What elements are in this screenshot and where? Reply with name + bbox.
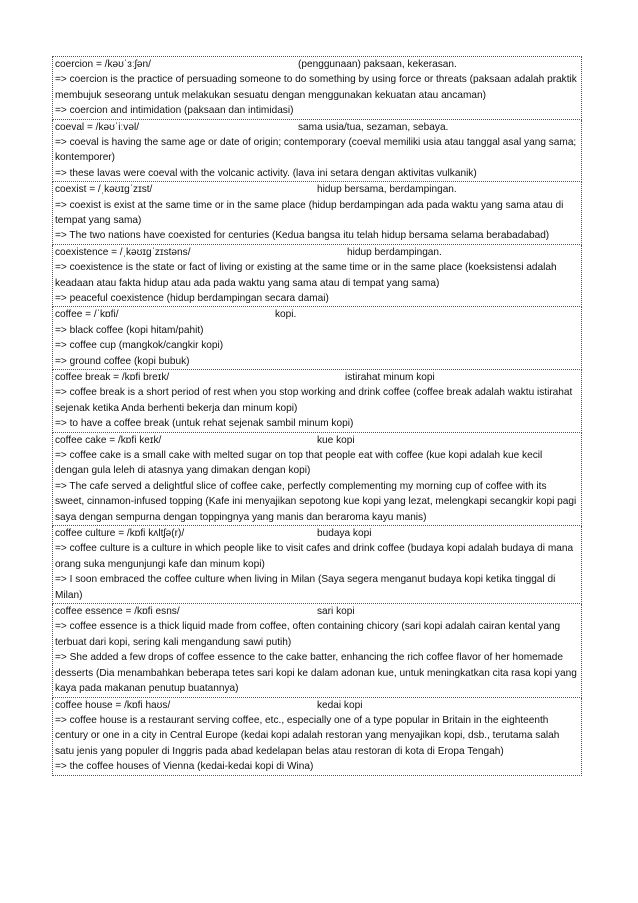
headword-row	[55, 370, 578, 385]
meaning: sama usia/tua, sezaman, sebaya.	[298, 121, 449, 133]
example: => coffee cup (mangkok/cangkir kopi)	[55, 340, 224, 352]
headword: coffee culture = /kɒfi kʌltʃə(r)/	[55, 528, 185, 540]
headword-row	[55, 698, 578, 713]
entry-coeval	[52, 120, 582, 183]
entry-coffee-cake	[52, 433, 582, 526]
headword: coffee = /ˈkɒfi/	[55, 309, 119, 321]
headword: coffee break = /kɒfi breɪk/	[55, 372, 170, 384]
meaning: kopi.	[275, 309, 297, 321]
example: => The cafe served a delightful slice of coffee cake, perfectly complementing my morning cup of coffee with its sweet, cinnamon-infused topping (Kafe ini menyajikan sepotong kue kopi yang lezat, melengkapi secangkir kopi pagi saya dengan sempurna dengan toppingnya yang manis dan beraroma kayu manis)	[55, 480, 577, 523]
meaning: (penggunaan) paksaan, kekerasan.	[298, 59, 457, 70]
definition: => coffee cake is a small cake with melted sugar on top that people eat with coffee (kue kopi adalah kue kecil dengan gula leleh di atasnya yang dimakan dengan kopi)	[55, 450, 543, 477]
example: => ground coffee (kopi bubuk)	[55, 355, 190, 367]
meaning: istirahat minum kopi	[345, 372, 435, 384]
headword: coeval = /kəʊˈiːvəl/	[55, 121, 139, 133]
meaning: kedai kopi	[317, 699, 363, 711]
entry-coercion	[52, 56, 582, 120]
example: => the coffee houses of Vienna (kedai-kedai kopi di Wina)	[55, 761, 314, 773]
headword-row	[55, 120, 578, 135]
entry-coffee-culture	[52, 526, 582, 604]
example: => these lavas were coeval with the volcanic activity. (lava ini setara dengan aktivitas vulkanik)	[55, 167, 477, 179]
entry-coffee-house	[52, 698, 582, 776]
headword: coexistence = /ˌkəʊɪɡˈzɪstəns/	[55, 246, 191, 258]
meaning: sari kopi	[317, 606, 355, 618]
entry-coffee	[52, 307, 582, 370]
definition: => coffee essence is a thick liquid made from coffee, often containing chicory (sari kopi adalah cairan kental yang terbuat dari kopi, sering kali mengandung sawi putih)	[55, 621, 561, 648]
meaning: kue kopi	[317, 434, 355, 446]
headword: coffee cake = /kɒfi keɪk/	[55, 434, 162, 446]
definition: => coexist is exist at the same time or in the same place (hidup berdampingan ada pada waktu yang sama atau di tempat yang sama)	[55, 199, 564, 227]
entry-coexist	[52, 182, 582, 245]
example: => to have a coffee break (untuk rehat sejenak sambil minum kopi)	[55, 418, 354, 430]
headword: coffee house = /kɒfi haʊs/	[55, 699, 171, 711]
headword-row	[55, 182, 578, 197]
entry-coffee-essence	[52, 604, 582, 697]
headword-row	[55, 526, 578, 541]
headword-row	[55, 57, 578, 72]
example: => peaceful coexistence (hidup berdampingan secara damai)	[55, 293, 329, 305]
meaning: hidup berdampingan.	[347, 246, 442, 258]
headword: coffee essence = /kɒfi esns/	[55, 606, 180, 618]
definition: => coffee break is a short period of rest when you stop working and drink coffee (coffee break adalah waktu istirahat sejenak ketika Anda berhenti bekerja dan minum kopi)	[55, 387, 573, 414]
definition: => coffee house is a restaurant serving coffee, etc., especially one of a type popular in Britain in the eighteenth century or one in a city in Central Europe (kedai kopi adalah restoran yang menyajikan kopi, dsb., terutama salah satu jenis yang populer di Inggris pada abad kedelapan belas atau restoran di kota di Eropa Tengah)	[55, 714, 560, 757]
definition: => coercion is the practice of persuading someone to do something by using force or threats (paksaan adalah praktik membujuk seseorang untuk melakukan sesuatu dengan menggunakan kekuatan atau ancaman)	[55, 74, 577, 101]
entry-coexistence	[52, 245, 582, 308]
headword-row	[55, 307, 578, 322]
example: => She added a few drops of coffee essence to the cake batter, enhancing the rich coffee flavor of her homemade desserts (Dia menambahkan beberapa tetes sari kopi ke dalam adonan kue, untuk meningkatkan cita rasa kopi yang kaya pada makanan penutup buatannya)	[55, 652, 577, 695]
headword-row	[55, 245, 578, 260]
meaning: budaya kopi	[317, 528, 372, 540]
example: => The two nations have coexisted for centuries (Kedua bangsa itu telah hidup bersama selama berabadabad)	[55, 230, 550, 242]
headword-row	[55, 433, 578, 448]
dictionary-document	[52, 56, 582, 776]
entry-coffee-break	[52, 370, 582, 433]
example: => I soon embraced the coffee culture when living in Milan (Saya segera menganut budaya kopi ketika tinggal di Milan)	[55, 574, 556, 601]
definition: => coffee culture is a culture in which people like to visit cafes and drink coffee (budaya kopi adalah budaya di mana orang suka mengunjungi kafe dan minum kopi)	[55, 543, 574, 570]
meaning: hidup bersama, berdampingan.	[317, 184, 457, 196]
definition: => coeval is having the same age or date of origin; contemporary (coeval memiliki usia atau tanggal asal yang sama; kontemporer)	[55, 137, 577, 164]
headword: coexist = /ˌkəʊɪɡˈzɪst/	[55, 184, 153, 196]
headword-row	[55, 604, 578, 619]
definition: => black coffee (kopi hitam/pahit)	[55, 324, 204, 336]
example: => coercion and intimidation (paksaan dan intimidasi)	[55, 105, 294, 117]
definition: => coexistence is the state or fact of living or existing at the same time or in the same place (koeksistensi adalah keadaan atau fakta hidup atau ada pada waktu yang sama atau di tempat yang sama)	[55, 262, 557, 289]
headword: coercion = /kəʊˈɜːʃən/	[55, 59, 151, 70]
